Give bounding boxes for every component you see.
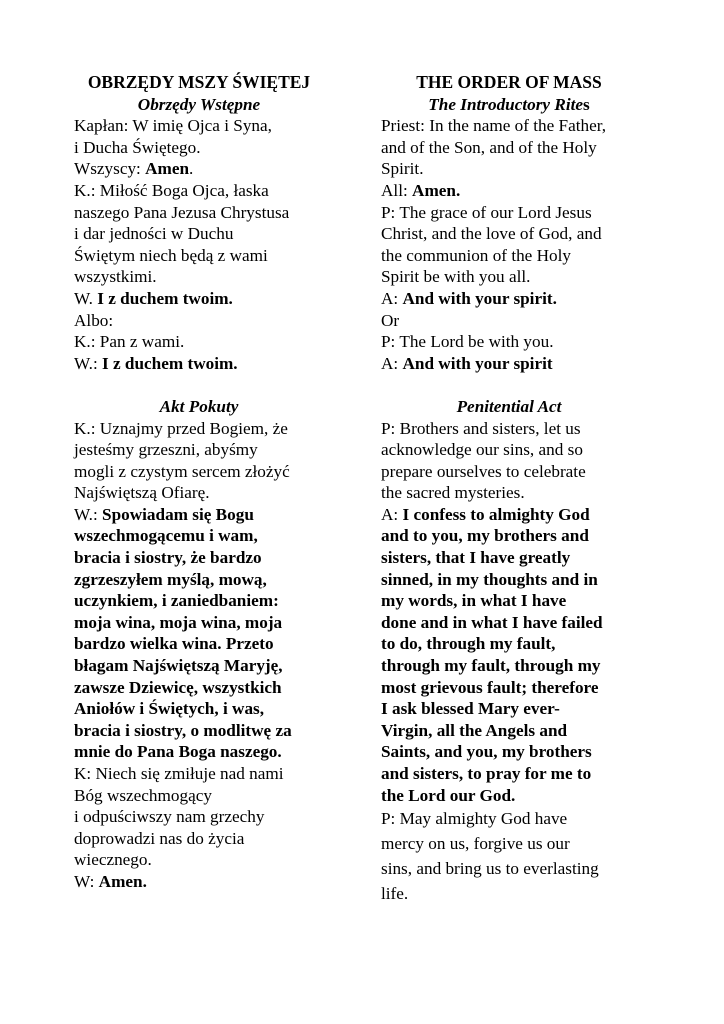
- text-line: and to you, my brothers and: [381, 526, 589, 546]
- speaker-label: A:: [381, 504, 403, 524]
- confiteor-text: I confess to almighty God: [402, 504, 590, 524]
- polish-column: [74, 72, 324, 893]
- speaker-label: W.:: [74, 353, 103, 373]
- text-line: i dar jedności w Duchu: [74, 224, 234, 244]
- english-greeting: [381, 202, 637, 288]
- punctuation: .: [189, 159, 194, 179]
- text-line: doprowadzi nas do życia: [74, 828, 245, 848]
- subtitle-main: The Introductory Rite: [428, 94, 583, 114]
- text-line: K: Niech się zmiłuje nad nami: [74, 764, 284, 783]
- text-line: P: The grace of our Lord Jesus: [381, 202, 592, 222]
- response-text: And with your spirit: [402, 353, 553, 373]
- text-line: to do, through my fault,: [381, 634, 556, 654]
- text-line: K.: Uznajmy przed Bogiem, że: [74, 418, 288, 438]
- english-amen-response: [381, 180, 637, 202]
- text-line: bardzo wielka wina. Przeto: [74, 634, 274, 654]
- response-text: I z duchem twoim.: [102, 353, 238, 373]
- english-intro: [381, 115, 637, 180]
- text-line: sinned, in my thoughts and in: [381, 569, 598, 589]
- speaker-label: W.: [74, 288, 98, 308]
- text-line: moja wina, moja wina, moja: [74, 612, 283, 632]
- polish-greeting: [74, 180, 324, 288]
- text-line: Saints, and you, my brothers: [381, 742, 592, 762]
- english-subtitle: [381, 94, 637, 116]
- text-line: the sacred mysteries.: [381, 483, 525, 503]
- text-line: zgrzeszyłem myślą, mową,: [74, 569, 267, 589]
- text-line: Aniołów i Świętych, i was,: [74, 699, 265, 719]
- speaker-label: A:: [381, 353, 403, 373]
- text-line: P: May almighty God have: [381, 809, 568, 829]
- english-column: [381, 72, 637, 906]
- english-response-2: [381, 353, 637, 375]
- speaker-label: All:: [381, 180, 413, 200]
- text-line: mnie do Pana Boga naszego.: [74, 742, 282, 762]
- text-line: [74, 504, 324, 526]
- english-or: Or: [381, 310, 400, 330]
- text-line: the Lord our God.: [381, 785, 516, 805]
- text-line: I ask blessed Mary ever-: [381, 699, 560, 719]
- polish-final-amen: [74, 871, 324, 893]
- text-line: wszechmogącemu i wam,: [74, 526, 258, 546]
- response-text: Amen: [145, 159, 190, 179]
- text-line: P: Brothers and sisters, let us: [381, 418, 581, 438]
- text-line: my words, in what I have: [381, 591, 567, 611]
- speaker-label: A:: [381, 288, 403, 308]
- english-response-1: [381, 288, 637, 310]
- polish-response-2: [74, 353, 324, 375]
- text-line: the communion of the Holy: [381, 245, 571, 265]
- text-line: Świętym niech będą z wami: [74, 245, 268, 265]
- polish-confiteor: [74, 504, 324, 763]
- text-line: mercy on us, forgive us our: [381, 834, 570, 854]
- text-line: i odpuściwszy nam grzechy: [74, 807, 265, 827]
- text-line: sisters, that I have greatly: [381, 548, 571, 568]
- text-line: sins, and bring us to everlasting: [381, 859, 599, 879]
- response-text: Amen.: [98, 871, 147, 891]
- text-line: prepare ourselves to celebrate: [381, 461, 586, 481]
- polish-absolution: [74, 763, 324, 871]
- text-line: done and in what I have failed: [381, 612, 603, 632]
- text-line: Spirit be with you all.: [381, 267, 531, 287]
- response-text: Amen.: [412, 180, 461, 200]
- text-line: Christ, and the love of God, and: [381, 224, 602, 244]
- response-text: And with your spirit.: [402, 288, 557, 308]
- english-penitential-intro: [381, 418, 637, 504]
- english-title: THE ORDER OF MASS: [416, 72, 602, 92]
- polish-pan-z-wami: K.: Pan z wami.: [74, 332, 185, 352]
- speaker-label: W:: [74, 871, 99, 891]
- text-line: Najświętszą Ofiarę.: [74, 483, 210, 503]
- text-line: [381, 504, 637, 526]
- text-line: wszystkimi.: [74, 267, 157, 287]
- text-line: life.: [381, 884, 409, 904]
- text-line: Priest: In the name of the Father,: [381, 116, 607, 136]
- text-line: and of the Son, and of the Holy: [381, 137, 597, 157]
- subtitle-tail: s: [583, 94, 590, 114]
- english-section-title: Penitential Act: [456, 396, 562, 416]
- text-line: uczynkiem, i zaniedbaniem:: [74, 591, 279, 611]
- text-line: bracia i siostry, o modlitwę za: [74, 720, 292, 740]
- english-lord-with-you: P: The Lord be with you.: [381, 332, 554, 352]
- english-confiteor: [381, 504, 637, 806]
- english-absolution: [381, 806, 637, 906]
- text-line: zawsze Dziewicę, wszystkich: [74, 677, 282, 697]
- text-line: Virgin, all the Angels and: [381, 720, 568, 740]
- text-line: mogli z czystym sercem złożyć: [74, 461, 290, 481]
- text-line: most grievous fault; therefore: [381, 677, 599, 697]
- text-line: Bóg wszechmogący: [74, 785, 212, 805]
- polish-albo: Albo:: [74, 310, 114, 330]
- text-line: Kapłan: W imię Ojca i Syna,: [74, 116, 272, 136]
- text-line: through my fault, through my: [381, 656, 601, 676]
- polish-intro: [74, 115, 324, 158]
- text-line: wiecznego.: [74, 850, 152, 870]
- text-line: acknowledge our sins, and so: [381, 440, 583, 460]
- speaker-label: W.:: [74, 504, 103, 524]
- polish-subtitle: Obrzędy Wstępne: [137, 94, 261, 114]
- polish-response-1: [74, 288, 324, 310]
- response-text: I z duchem twoim.: [97, 288, 233, 308]
- text-line: bracia i siostry, że bardzo: [74, 548, 262, 568]
- text-line: naszego Pana Jezusa Chrystusa: [74, 202, 290, 222]
- text-line: and sisters, to pray for me to: [381, 764, 592, 783]
- text-line: błagam Najświętszą Maryję,: [74, 656, 283, 676]
- text-line: jesteśmy grzeszni, abyśmy: [74, 440, 258, 460]
- text-line: i Ducha Świętego.: [74, 137, 201, 157]
- polish-amen-response: [74, 158, 324, 180]
- polish-section-title: Akt Pokuty: [159, 396, 239, 416]
- text-line: Spirit.: [381, 159, 424, 179]
- polish-penitential-intro: [74, 418, 324, 504]
- text-line: K.: Miłość Boga Ojca, łaska: [74, 180, 269, 200]
- polish-title: OBRZĘDY MSZY ŚWIĘTEJ: [87, 72, 311, 92]
- confiteor-text: Spowiadam się Bogu: [102, 504, 254, 524]
- speaker-label: Wszyscy:: [74, 159, 146, 179]
